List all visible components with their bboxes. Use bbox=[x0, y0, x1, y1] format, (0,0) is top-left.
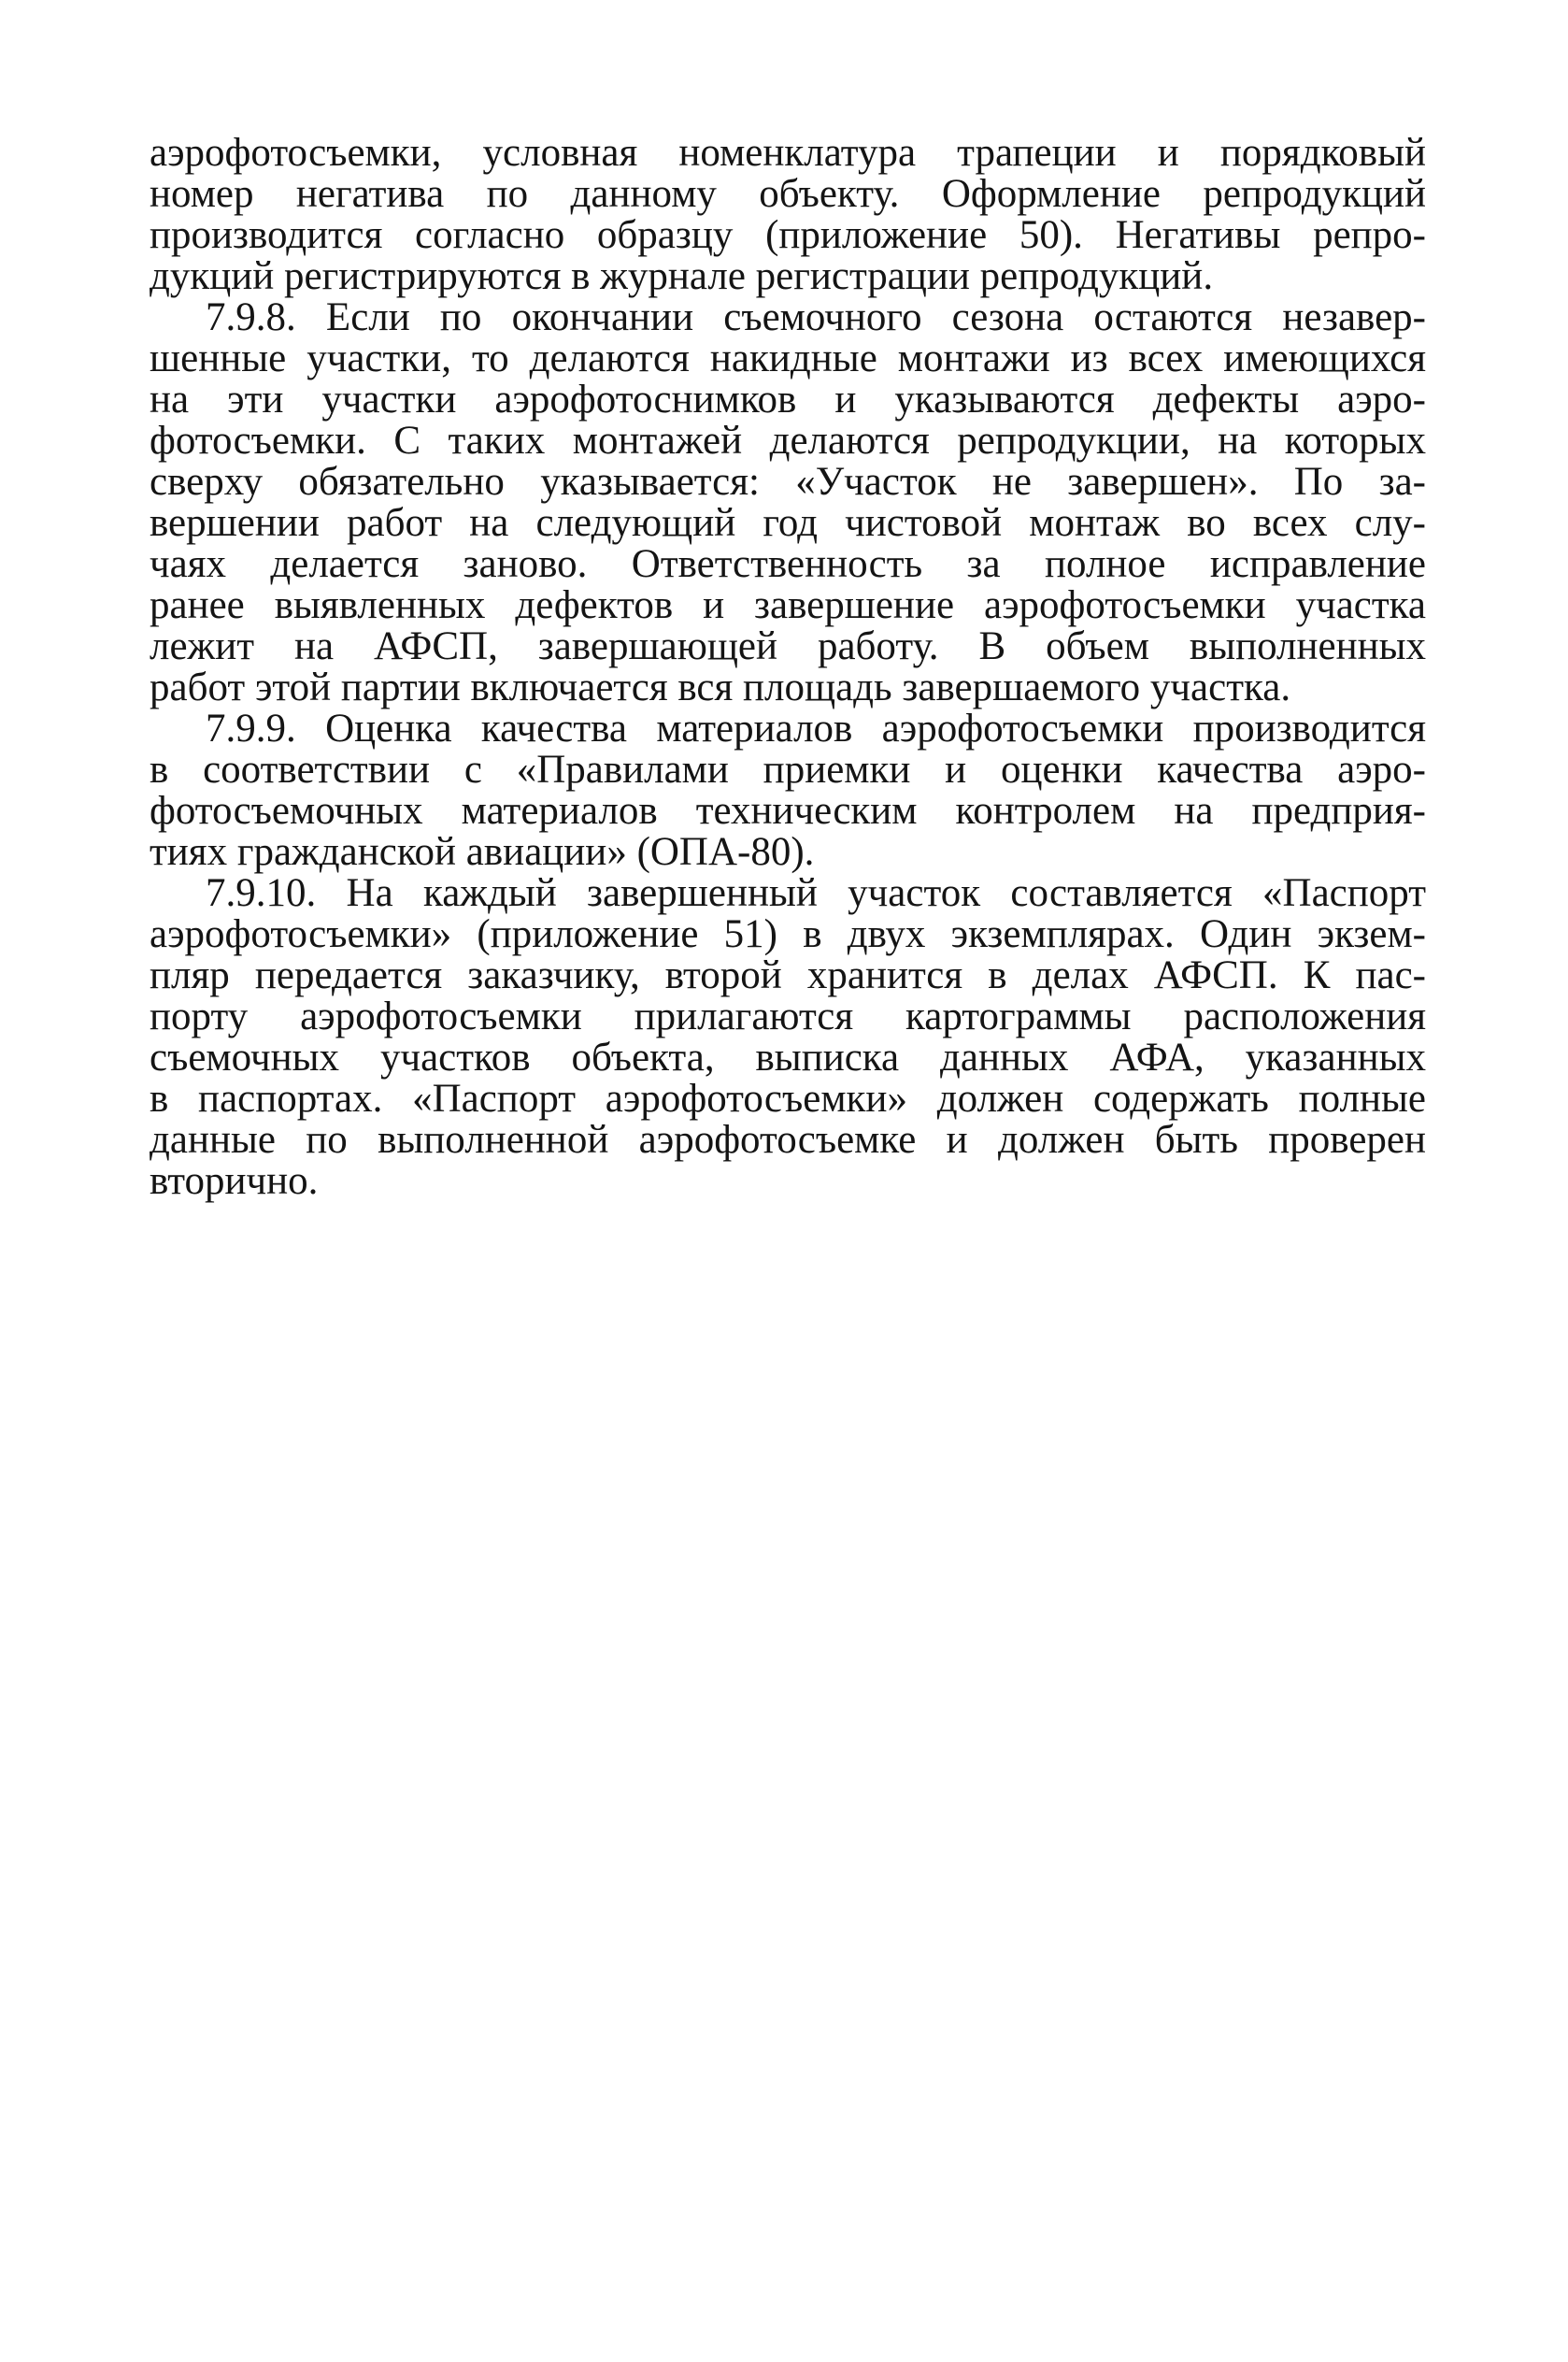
text-line: аэрофотосъемки» (приложение 51) в двух экземплярах. Один экзем- bbox=[150, 912, 1426, 956]
text-line: фотосъемки. С таких монтажей делаются репродукции, на которых bbox=[150, 419, 1426, 463]
text-line: ранее выявленных дефектов и завершение аэрофотосъемки участка bbox=[150, 583, 1426, 627]
paragraph-7-9-10 bbox=[150, 873, 1426, 1202]
text-line: тиях гражданской авиации» (ОПА-80). bbox=[150, 830, 815, 874]
text-line: работ этой партии включается вся площадь завершаемого участка. bbox=[150, 666, 1291, 709]
text-line: дукций регистрируются в журнале регистрации репродукций. bbox=[150, 254, 1214, 298]
paragraph-continuation bbox=[150, 133, 1426, 297]
text-line: вершении работ на следующий год чистовой монтаж во всех слу- bbox=[150, 501, 1426, 545]
text-line: данные по выполненной аэрофотосъемке и должен быть проверен bbox=[150, 1118, 1426, 1162]
text-line: номер негатива по данному объекту. Оформление репродукций bbox=[150, 172, 1426, 216]
text-line: в соответствии с «Правилами приемки и оценки качества аэро- bbox=[150, 748, 1426, 792]
text-line: шенные участки, то делаются накидные монтажи из всех имеющихся bbox=[150, 336, 1426, 380]
text-line: лежит на АФСП, завершающей работу. В объем выполненных bbox=[150, 624, 1426, 668]
text-line: вторично. bbox=[150, 1159, 319, 1203]
document-body bbox=[150, 133, 1426, 1202]
text-line: порту аэрофотосъемки прилагаются картограммы расположения bbox=[150, 995, 1426, 1038]
text-line: чаях делается заново. Ответственность за полное исправление bbox=[150, 542, 1426, 586]
text-line: аэрофотосъемки, условная номенклатура трапеции и порядковый bbox=[150, 131, 1426, 175]
text-line: 7.9.8. Если по окончании съемочного сезона остаются незавер- bbox=[206, 295, 1426, 339]
paragraph-7-9-9 bbox=[150, 709, 1426, 873]
text-line: на эти участки аэрофотоснимков и указываются дефекты аэро- bbox=[150, 378, 1426, 422]
text-line: съемочных участков объекта, выписка данных АФА, указанных bbox=[150, 1036, 1426, 1080]
text-line: пляр передается заказчику, второй хранится в делах АФСП. К пас- bbox=[150, 953, 1426, 997]
text-line: сверху обязательно указывается: «Участок не завершен». По за- bbox=[150, 460, 1426, 504]
text-line: 7.9.10. На каждый завершенный участок составляется «Паспорт bbox=[206, 871, 1426, 915]
text-line: производится согласно образцу (приложение 50). Негативы репро- bbox=[150, 213, 1426, 257]
text-line: в паспортах. «Паспорт аэрофотосъемки» должен содержать полные bbox=[150, 1077, 1426, 1121]
paragraph-7-9-8 bbox=[150, 297, 1426, 709]
text-line: фотосъемочных материалов техническим контролем на предприя- bbox=[150, 789, 1426, 833]
text-line: 7.9.9. Оценка качества материалов аэрофотосъемки производится bbox=[206, 707, 1426, 751]
